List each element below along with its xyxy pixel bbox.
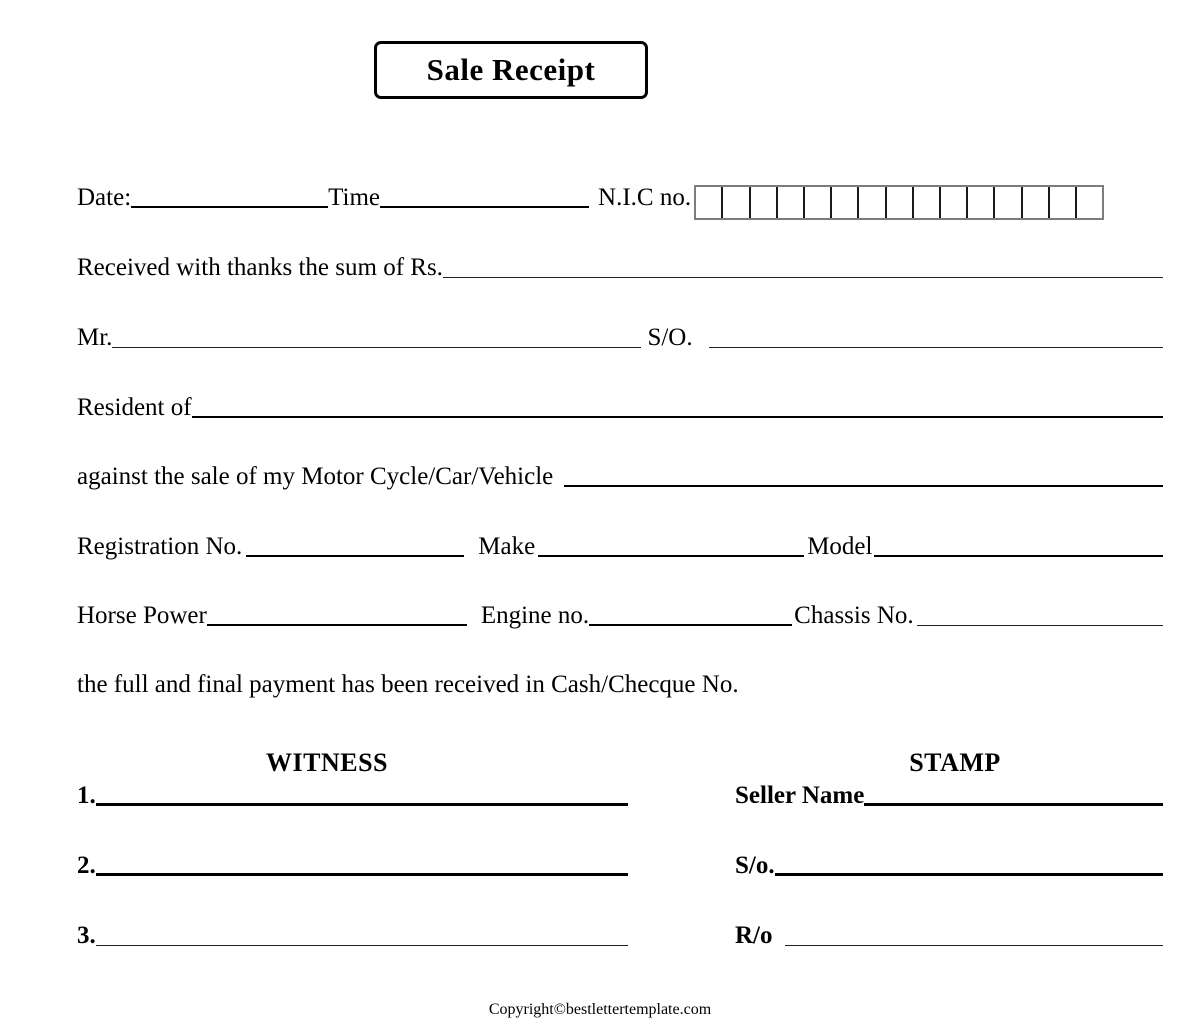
nic-label: N.I.C no.: [598, 184, 692, 211]
nic-cell: [805, 187, 832, 218]
nic-cell: [941, 187, 968, 218]
engine-row: [77, 602, 1163, 631]
witness-row-2: [77, 852, 628, 881]
witness-row-1: [77, 782, 628, 811]
amount-blank-line: [443, 277, 1163, 278]
stamp-ro-row: [735, 922, 1163, 951]
so-label: S/O.: [647, 324, 693, 351]
date-label: Date:: [77, 184, 132, 211]
engine-blank-line: [589, 624, 792, 626]
payment-row: [77, 671, 1163, 700]
stamp-header: STAMP: [909, 748, 1001, 777]
witness-number-2: 2.: [77, 852, 96, 879]
nic-cell: [859, 187, 886, 218]
witness-2-blank-line: [96, 873, 628, 876]
seller-name-row: [735, 782, 1163, 811]
seller-name-label: Seller Name: [735, 782, 865, 809]
resident-row: [77, 394, 1163, 423]
resident-label: Resident of: [77, 394, 192, 421]
amount-row: [77, 254, 1163, 283]
witness-header: WITNESS: [266, 748, 388, 777]
model-label: Model: [807, 533, 873, 560]
stamp-so-blank-line: [775, 873, 1163, 876]
witness-row-3: [77, 922, 628, 951]
witness-3-blank-line: [96, 945, 628, 946]
make-label: Make: [478, 533, 536, 560]
horse-power-label: Horse Power: [77, 602, 207, 629]
stamp-ro-blank-line: [785, 945, 1164, 946]
mr-label: Mr.: [77, 324, 113, 351]
nic-grid: [694, 185, 1104, 220]
date-blank-line: [131, 206, 328, 208]
horse-power-blank-line: [207, 624, 467, 626]
make-blank-line: [538, 555, 804, 557]
time-label: Time: [328, 184, 381, 211]
vehicle-row: [77, 463, 1163, 492]
nic-cell: [1023, 187, 1050, 218]
nic-cell: [995, 187, 1022, 218]
time-blank-line: [380, 206, 589, 208]
nic-cell: [832, 187, 859, 218]
registration-label: Registration No.: [77, 533, 243, 560]
buyer-row: [77, 324, 1163, 353]
registration-row: [77, 533, 1163, 562]
copyright-footer: Copyright©bestlettertemplate.com: [488, 1001, 712, 1018]
chassis-blank-line: [917, 625, 1163, 626]
against-sale-label: against the sale of my Motor Cycle/Car/Vehicle: [77, 463, 554, 490]
date-time-nic-row: [77, 184, 1163, 213]
page-title: Sale Receipt: [426, 52, 596, 87]
registration-blank-line: [246, 555, 464, 557]
nic-cell: [914, 187, 941, 218]
payment-statement: the full and final payment has been received in Cash/Checque No.: [77, 671, 739, 698]
engine-label: Engine no.: [480, 602, 590, 629]
stamp-so-row: [735, 852, 1163, 881]
nic-cell: [1050, 187, 1077, 218]
nic-cell: [1077, 187, 1102, 218]
nic-cell: [751, 187, 778, 218]
stamp-so-label: S/o.: [735, 852, 775, 879]
nic-cell: [887, 187, 914, 218]
witness-number-3: 3.: [77, 922, 96, 949]
witness-1-blank-line: [96, 803, 628, 806]
nic-cell: [696, 187, 723, 218]
chassis-label: Chassis No.: [794, 602, 914, 629]
nic-cell: [778, 187, 805, 218]
buyer-name-blank-line: [112, 347, 641, 348]
received-label: Received with thanks the sum of Rs.: [77, 254, 443, 281]
resident-blank-line: [192, 416, 1163, 418]
model-blank-line: [874, 555, 1163, 557]
witness-number-1: 1.: [77, 782, 96, 809]
title-box: [374, 41, 648, 99]
nic-cell: [968, 187, 995, 218]
vehicle-blank-line: [564, 485, 1163, 487]
stamp-ro-label: R/o: [735, 922, 773, 949]
nic-cell: [723, 187, 750, 218]
father-name-blank-line: [709, 347, 1163, 348]
seller-name-blank-line: [864, 803, 1163, 806]
